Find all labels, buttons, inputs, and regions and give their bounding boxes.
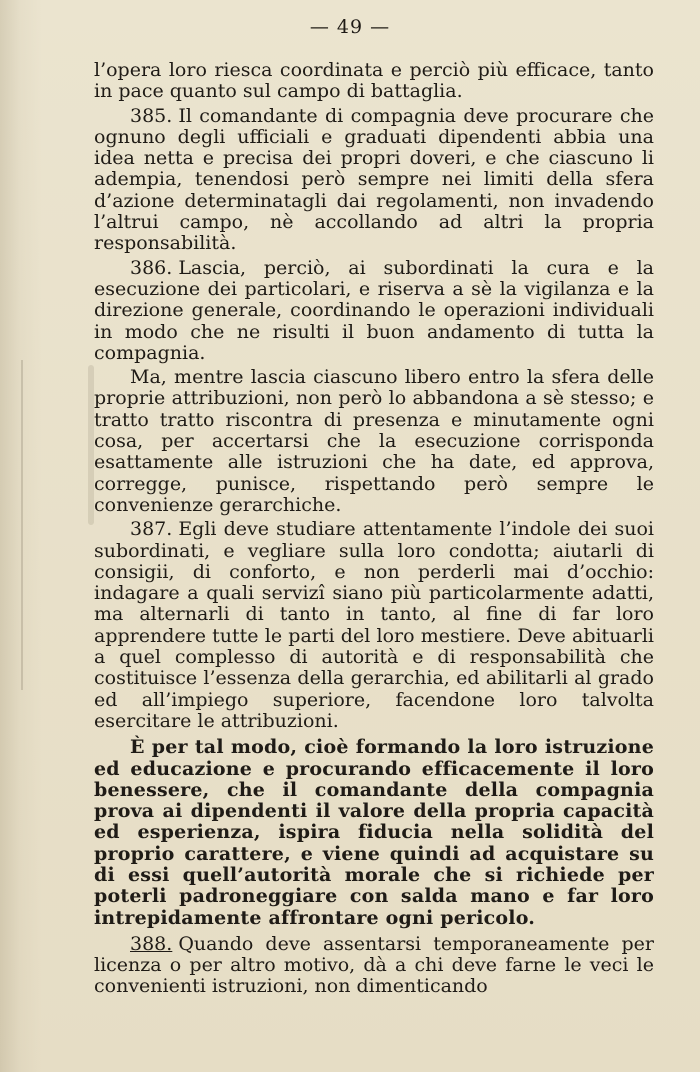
- paragraph-text: Egli deve studiare attentamente l’indole dei suoi subordinati, e vegliare sulla loro condotta; aiutarli di consigii, di conforto, e non perderli mai d’occhio: indagare a quali servizî siano più particolarmente adatti, ma alternarli di tanto in tanto, al fine di far loro apprendere tutte le parti del loro mestiere. Deve abituarli a quel complesso di autorità e di responsabilità che costituisce l’essenza della gerarchia, ed abilitarli al grado ed all’impiego superiore, facendone loro talvolta esercitare le attribuzioni.: [94, 518, 654, 732]
- paragraph-388: [94, 934, 654, 998]
- paragraph-number: 388.: [130, 932, 173, 955]
- paragraph-text: Quando deve assentarsi temporaneamente per licenza o per altro motivo, dà a chi deve farne le veci le convenienti istruzioni, non dimenticando: [94, 932, 654, 998]
- paragraph-text: Ma, mentre lascia ciascuno libero entro la sfera delle proprie attribuzioni, non però lo abbandona a sè stesso; e tratto tratto riscontra di presenza e minutamente ogni cosa, per accertarsi che la esecuzione corrisponda esattamente alle istruzioni che ha date, ed approva, corregge, punisce, rispettando però sempre le convenienze gerarchiche.: [94, 366, 654, 516]
- paragraph-386: [94, 258, 654, 364]
- paragraph-number: 387.: [130, 518, 173, 541]
- paragraph-387: [94, 519, 654, 732]
- paragraph-number: 385.: [130, 104, 173, 127]
- binding-gutter-mark: [21, 360, 23, 690]
- paragraph-text: È per tal modo, cioè formando la loro istruzione ed educazione e procurando efficacemente il loro benessere, che il comandante della compagnia prova ai dipendenti il valore della propria capacità ed esperienza, ispira fiducia nella solidità del proprio carattere, e viene quindi ad acquistare su di essi quell’autorità morale che si richiede per poterli padroneggiare con salda mano e far loro intrepidamente affrontare ogni pericolo.: [94, 736, 654, 929]
- paragraph-386-continued: [94, 367, 654, 516]
- paragraph-text: Il comandante di compagnia deve procurare che ognuno degli ufficiali e graduati dipendenti abbia una idea netta e precisa dei propri doveri, e che ciascuno li adempia, tenendosi però sempre nei limiti della sfera d’azione determinatagli dai regolamenti, non invadendo l’altrui campo, nè accollando ad altri la propria responsabilità.: [94, 104, 654, 255]
- paragraph-continuation: [94, 60, 654, 103]
- paragraph-387-bold-conclusion: [94, 737, 654, 929]
- page-number: — 49 —: [309, 16, 391, 38]
- paragraph-text: l’opera loro riesca coordinata e perciò più efficace, tanto in pace quanto sul campo di battaglia.: [94, 59, 654, 103]
- page-body: [94, 60, 654, 1001]
- paragraph-385: [94, 106, 654, 255]
- paragraph-text: Lascia, perciò, ai subordinati la cura e la esecuzione dei particolari, e riserva a sè la vigilanza e la direzione generale, coordinando le operazioni individuali in modo che ne risulti il buon andamento di tutta la compagnia.: [94, 256, 654, 364]
- paragraph-number: 386.: [130, 256, 173, 279]
